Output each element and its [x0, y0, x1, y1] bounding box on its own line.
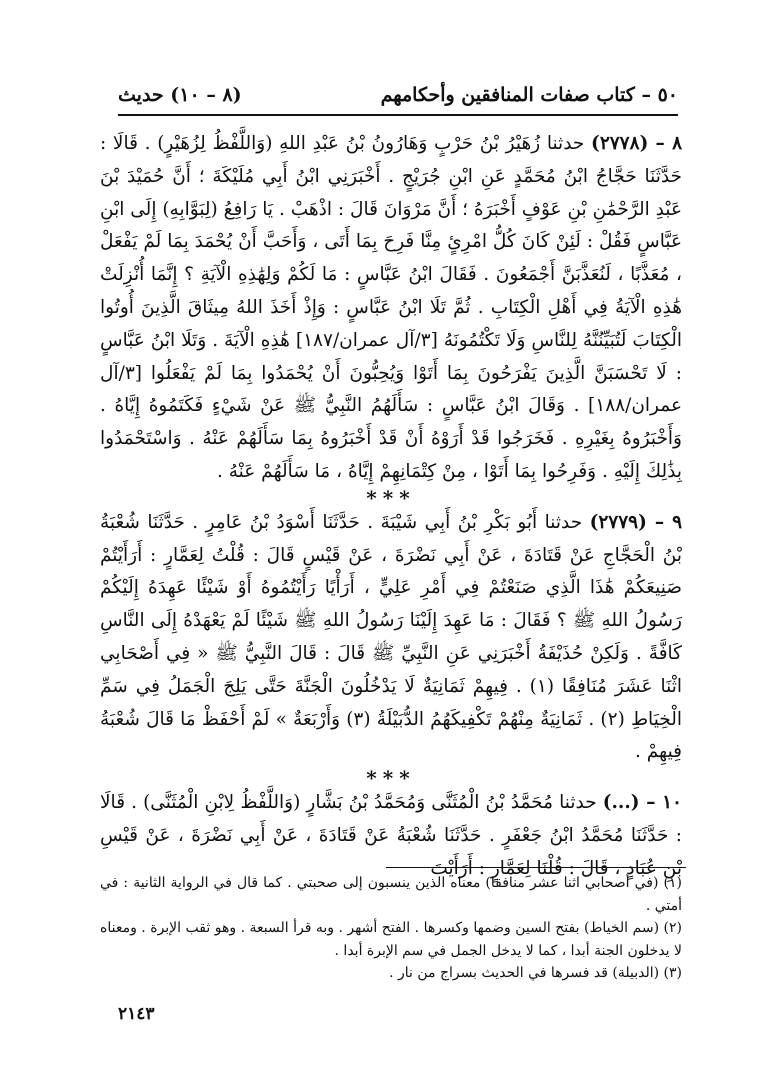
separator-stars: ***: [366, 766, 416, 791]
footnote-rule: [386, 867, 686, 868]
hadith-number: ١٠ – (...): [602, 792, 682, 814]
footnote-3: (٣) (الدبيلة) قد فسرها في الحديث بسراج من نار .: [389, 965, 682, 981]
hadith-10: [100, 787, 682, 885]
main-text: [100, 128, 682, 886]
footnote-2: (٢) (سم الخياط) بفتح السين وضمها وكسرها . الفتح أشهر . وبه قرأ السبعة . وهو ثقب الإبرة . ومعناه لا يدخلون الجنة أبدا ، كما لا يدخل الجمل في سم الإبرة أبدا .: [100, 920, 682, 959]
book-title: ٥٠ – كتاب صفات المنافقين وأحكامهم: [380, 84, 678, 106]
hadith-range: (٨ – ١٠) حديث: [118, 84, 242, 106]
hadith-text: حدثنا زُهَيْرُ بْنُ حَرْبٍ وَهَارُونُ بْنُ عَبْدِ اللهِ (وَاللَّفْظُ لِزُهَيْرٍ) . قَالَا : حَدَّثَنَا حَجَّاجُ ابْنُ مُحَمَّدٍ عَنِ ابْنِ جُرَيْجٍ . أَخْبَرَنِي ابْنُ أَبِي مُلَيْكَةَ ؛ أَنَّ حُمَيْدَ بْنَ عَبْدِ الرَّحْمَٰنِ بْنِ عَوْفٍ أَخْبَرَهُ ؛ أَنَّ مَرْوَانَ قَالَ : اذْهَبْ . يَا رَافِعُ (لِبَوَّابِهِ) إِلَى ابْنِ عَبَّاسٍ فَقُلْ : لَئِنْ كَانَ كُلُّ امْرِئٍ مِنَّا فَرِحَ بِمَا أَتَى ، وَأَحَبَّ أَنْ يُحْمَدَ بِمَا لَمْ يَفْعَلْ ، مُعَذَّبًا ، لَنُعَذَّبَنَّ أَجْمَعُونَ . فَقَالَ ابْنُ عَبَّاسٍ : مَا لَكُمْ وَلِهَٰذِهِ الْآيَةِ ؟ إِنَّمَا أُنْزِلَتْ هَٰذِهِ الْآيَةُ فِي أَهْلِ الْكِتَابِ . ثُمَّ تَلَا ابْنُ عَبَّاسٍ : وَإِذْ أَخَذَ اللهُ مِيثَاقَ الَّذِينَ أُوتُوا الْكِتَابَ لَتُبَيِّنُنَّهُ لِلنَّاسِ وَلَا تَكْتُمُونَهُ [٣/آل عمران/١٨٧] هَٰذِهِ الْآيَةَ . وَتَلَا ابْنُ عَبَّاسٍ : لَا تَحْسَبَنَّ الَّذِينَ يَفْرَحُونَ بِمَا أَتَوْا وَيُحِبُّونَ أَنْ يُحْمَدُوا بِمَا لَمْ يَفْعَلُوا [٣/آل عمران/١٨٨] . وَقَالَ ابْنُ عَبَّاسٍ : سَأَلَهُمُ النَّبِيُّ ﷺ عَنْ شَيْءٍ فَكَتَمُوهُ إِيَّاهُ . وَأَخْبَرُوهُ بِغَيْرِهِ . فَخَرَجُوا قَدْ أَرَوْهُ أَنْ قَدْ أَخْبَرُوهُ بِمَا سَأَلَهُمْ عَنْهُ . وَاسْتَحْمَدُوا بِذَٰلِكَ إِلَيْهِ . وَفَرِحُوا بِمَا أَتَوْا ، مِنْ كِتْمَانِهِمْ إِيَّاهُ ، مَا سَأَلَهُمْ عَنْهُ .: [100, 133, 682, 482]
footnote-1: (١) (في أصحابي اثنا عشر منافقا) معناه الذين ينسبون إلى صحبتي . كما قال في الرواية الثانية : في أمتي .: [100, 875, 682, 914]
header-rule: [118, 114, 678, 116]
separator-stars: ***: [366, 485, 416, 510]
footnotes: [100, 872, 682, 985]
hadith-number: ٩ – (٢٧٧٩): [589, 511, 682, 533]
hadith-8: [100, 128, 682, 489]
hadith-text: حدثنا أَبُو بَكْرِ بْنُ أَبِي شَيْبَةَ . حَدَّثَنَا أَسْوَدُ بْنُ عَامِرٍ . حَدَّثَنَا شُعْبَةُ بْنُ الْحَجَّاجِ عَنْ قَتَادَةَ ، عَنْ أَبِي نَضْرَةَ ، عَنْ قَيْسٍ قَالَ : قُلْتُ لِعَمَّارٍ : أَرَأَيْتُمْ صَنِيعَكُمْ هَٰذَا الَّذِي صَنَعْتُمْ فِي أَمْرِ عَلِيٍّ ، أَرَأْيًا رَأَيْتُمُوهُ أَوْ شَيْئًا عَهِدَهُ إِلَيْكُمْ رَسُولُ اللهِ ﷺ ؟ فَقَالَ : مَا عَهِدَ إِلَيْنَا رَسُولُ اللهِ ﷺ شَيْئًا لَمْ يَعْهَدْهُ إِلَى النَّاسِ كَافَّةً . وَلَكِنْ حُذَيْفَةُ أَخْبَرَنِي عَنِ النَّبِيِّ ﷺ قَالَ : قَالَ النَّبِيُّ ﷺ « فِي أَصْحَابِي اثْنَا عَشَرَ مُنَافِقًا (١) . فِيهِمْ ثَمَانِيَةٌ لَا يَدْخُلُونَ الْجَنَّةَ حَتَّى يَلِجَ الْجَمَلُ فِي سَمِّ الْخِيَاطِ (٢) . ثَمَانِيَةٌ مِنْهُمْ تَكْفِيكَهُمُ الدُّبَيْلَةُ (٣) وَأَرْبَعَةٌ » لَمْ أَحْفَظْ مَا قَالَ شُعْبَةُ فِيهِمْ .: [100, 511, 682, 763]
running-header: [118, 84, 678, 114]
hadith-9: [100, 507, 682, 769]
hadith-number: ٨ – (٢٧٧٨): [591, 133, 682, 154]
page-number: ٢١٤٣: [118, 1004, 155, 1024]
hadith-text: حدثنا مُحَمَّدُ بْنُ الْمُثَنَّى وَمُحَمَّدُ بْنُ بَشَّارٍ (وَاللَّفْظُ لِابْنِ الْمُثَنَّى) . قَالَا : حَدَّثَنَا مُحَمَّدُ ابْنُ جَعْفَرٍ . حَدَّثَنَا شُعْبَةُ عَنْ قَتَادَةَ ، عَنْ أَبِي نَضْرَةَ ، عَنْ قَيْسِ بْنِ عُبَادٍ ، قَالَ : قُلْنَا لِعَمَّارٍ : أَرَأَيْتَ: [100, 792, 682, 879]
